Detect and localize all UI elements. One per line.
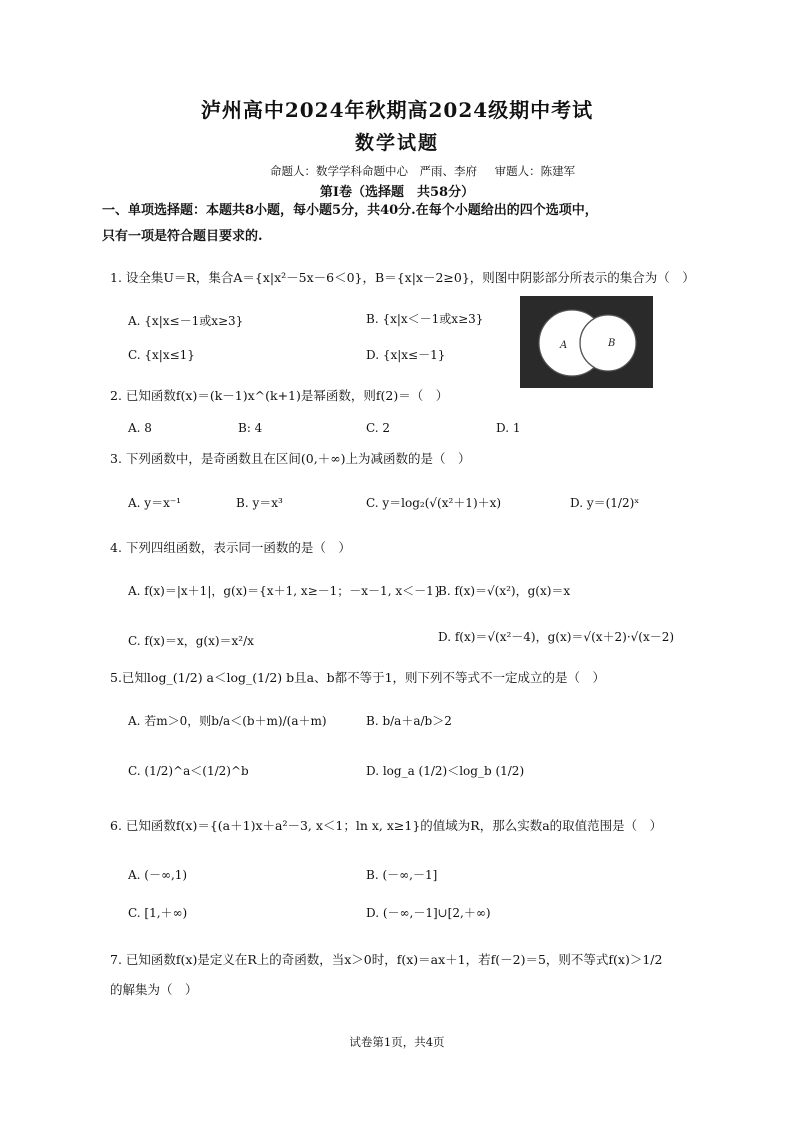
- q6-option-a: A. (－∞,1): [128, 868, 188, 882]
- q6-option-c: C. [1,＋∞): [128, 906, 188, 920]
- q1-option-b: B. {x|x＜－1或x≥3}: [366, 312, 484, 326]
- question-1: 1. 设全集U＝R，集合A＝{x|x²－5x－6＜0}，B＝{x|x－2≥0}，则图中阴影部分所表示的集合为（ ）: [110, 270, 695, 285]
- q4-option-c: C. f(x)＝x，g(x)＝x²/x: [128, 634, 254, 648]
- page-footer: 试卷第1页，共4页: [349, 1035, 445, 1049]
- venn-label-b: B: [608, 338, 616, 349]
- q6-option-b: B. (－∞,－1]: [366, 868, 438, 882]
- q1-option-d: D. {x|x≤－1}: [366, 348, 446, 362]
- section-line-1: 一、单项选择题：本题共8小题，每小题5分，共40分.在每个小题给出的四个选项中，: [102, 203, 598, 218]
- question-7-cont: 的解集为（ ）: [110, 982, 198, 997]
- q4-option-d: D. f(x)＝√(x²－4)，g(x)＝√(x＋2)·√(x－2): [438, 630, 675, 644]
- q2-option-d: D. 1: [496, 421, 521, 435]
- q6-option-d: D. (－∞,－1]∪[2,＋∞): [366, 906, 491, 920]
- q5-option-a: A. 若m＞0，则b/a＜(b＋m)/(a＋m): [128, 714, 327, 728]
- q1-option-c: C. {x|x≤1}: [128, 348, 195, 362]
- exam-subtitle: 数学试题: [354, 132, 439, 154]
- question-4: 4. 下列四组函数，表示同一函数的是（ ）: [110, 540, 351, 555]
- section-heading: [102, 198, 682, 250]
- exam-title: 泸州高中2024年秋期高2024级期中考试: [200, 98, 594, 122]
- q5-option-d: D. log_a (1/2)＜log_b (1/2): [366, 764, 525, 778]
- q5-option-c: C. (1/2)^a＜(1/2)^b: [128, 764, 249, 778]
- q2-option-c: C. 2: [366, 421, 391, 435]
- q4-option-a: A. f(x)＝|x＋1|，g(x)＝{x＋1, x≥－1；－x－1, x＜－1}: [128, 584, 442, 598]
- q3-option-d: D. y＝(1/2)ˣ: [570, 496, 640, 510]
- q5-option-b: B. b/a＋a/b＞2: [366, 714, 452, 728]
- q3-option-c: C. y＝log₂(√(x²＋1)＋x): [366, 496, 502, 510]
- q1-option-a: A. {x|x≤－1或x≥3}: [128, 314, 244, 328]
- question-2: 2. 已知函数f(x)＝(k－1)x^(k+1)是幂函数，则f(2)＝（ ）: [110, 388, 449, 403]
- q4-option-b: B. f(x)＝√(x²)，g(x)＝x: [438, 584, 571, 598]
- q2-option-b: B: 4: [238, 421, 263, 435]
- q2-option-a: A. 8: [128, 421, 152, 435]
- question-5: 5.已知log_(1/2) a＜log_(1/2) b且a、b都不等于1，则下列不等式不一定成立的是（ ）: [110, 670, 606, 685]
- venn-diagram: [520, 296, 653, 388]
- question-6: 6. 已知函数f(x)＝{(a＋1)x＋a²－3, x＜1；ln x, x≥1}的值域为R，那么实数a的取值范围是（ ）: [110, 818, 663, 833]
- authors-line: [270, 163, 589, 179]
- reviewer: 审题人：陈建军: [494, 164, 576, 178]
- question-7: 7. 已知函数f(x)是定义在R上的奇函数，当x＞0时，f(x)＝ax＋1，若f(－2)＝5，则不等式f(x)＞1/2: [110, 952, 663, 967]
- section-line-2: 只有一项是符合题目要求的.: [102, 229, 263, 244]
- venn-label-a: A: [560, 340, 568, 351]
- q3-option-b: B. y＝x³: [236, 496, 283, 510]
- setter: 命题人：数学学科命题中心 严雨、李府: [270, 164, 477, 178]
- volume-heading: 第Ⅰ卷（选择题 共58分）: [319, 185, 475, 200]
- question-3: 3. 下列函数中，是奇函数且在区间(0,＋∞)上为减函数的是（ ）: [110, 451, 471, 466]
- q3-option-a: A. y＝x⁻¹: [128, 496, 181, 510]
